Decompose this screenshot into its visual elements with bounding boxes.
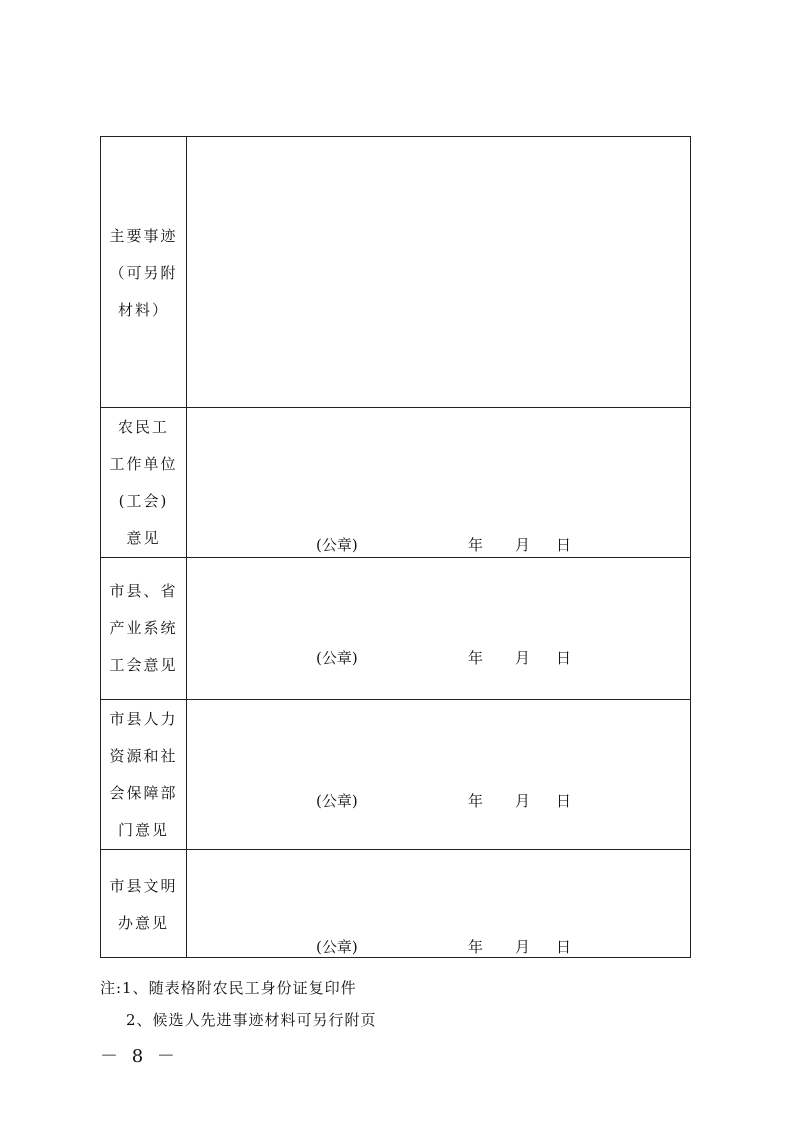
row-hr-opinion-label bbox=[101, 700, 186, 849]
row-civilization-office-opinion-value[interactable] bbox=[188, 850, 690, 957]
form-notes bbox=[100, 972, 377, 1036]
row-union-opinion bbox=[101, 557, 690, 699]
row-main-deeds-value[interactable] bbox=[188, 137, 690, 407]
column-divider bbox=[186, 408, 187, 557]
date-day-label: 日 bbox=[556, 536, 572, 554]
date-day-label: 日 bbox=[556, 938, 572, 956]
date-month-label: 月 bbox=[515, 649, 531, 667]
page-number: － 8 － bbox=[100, 1046, 179, 1067]
label-line: 材料） bbox=[117, 300, 169, 319]
row-hr-opinion bbox=[101, 699, 690, 849]
row-union-opinion-label bbox=[101, 558, 186, 699]
date-year-label: 年 bbox=[468, 938, 484, 956]
date-day-label: 日 bbox=[556, 792, 572, 810]
date-month-label: 月 bbox=[515, 792, 531, 810]
row-civilization-office-opinion-label bbox=[101, 850, 186, 957]
row-employer-opinion-label bbox=[101, 408, 186, 557]
label-line: 意见 bbox=[126, 528, 161, 547]
label-line: (工会) bbox=[118, 491, 169, 510]
date-year-label: 年 bbox=[468, 792, 484, 810]
official-seal-label: (公章) bbox=[316, 536, 358, 554]
column-divider bbox=[186, 700, 187, 849]
column-divider bbox=[186, 558, 187, 699]
date-day-label: 日 bbox=[556, 649, 572, 667]
column-divider bbox=[186, 137, 187, 407]
label-line: 主要事迹 bbox=[109, 226, 178, 245]
label-line: 工作单位 bbox=[109, 454, 178, 473]
label-line: 市县、省 bbox=[109, 582, 178, 600]
note-line-1: 注:1、随表格附农民工身份证复印件 bbox=[100, 979, 357, 997]
row-union-opinion-value[interactable] bbox=[188, 558, 690, 699]
official-seal-label: (公章) bbox=[316, 792, 358, 810]
row-employer-opinion bbox=[101, 407, 690, 557]
official-seal-label: (公章) bbox=[316, 649, 358, 667]
date-year-label: 年 bbox=[468, 649, 484, 667]
label-line: 门意见 bbox=[117, 820, 169, 839]
date-year-label: 年 bbox=[468, 536, 484, 554]
row-employer-opinion-value[interactable] bbox=[188, 408, 690, 557]
row-main-deeds bbox=[101, 137, 690, 407]
label-line: 办意见 bbox=[117, 914, 169, 932]
label-line: （可另附 bbox=[109, 263, 178, 282]
row-main-deeds-label bbox=[101, 137, 186, 407]
date-month-label: 月 bbox=[515, 938, 531, 956]
nomination-form-table bbox=[100, 136, 691, 958]
official-seal-label: (公章) bbox=[316, 938, 358, 956]
label-line: 市县文明 bbox=[109, 877, 178, 895]
label-line: 工会意见 bbox=[109, 656, 178, 674]
note-line-2: 2、候选人先进事迹材料可另行附页 bbox=[126, 1011, 377, 1029]
row-hr-opinion-value[interactable] bbox=[188, 700, 690, 849]
label-line: 会保障部 bbox=[109, 783, 178, 802]
date-month-label: 月 bbox=[515, 536, 531, 554]
label-line: 农民工 bbox=[117, 417, 169, 436]
label-line: 产业系统 bbox=[109, 619, 178, 637]
label-line: 资源和社 bbox=[109, 746, 178, 765]
row-civilization-office-opinion bbox=[101, 849, 690, 957]
label-line: 市县人力 bbox=[109, 709, 178, 728]
column-divider bbox=[186, 850, 187, 957]
